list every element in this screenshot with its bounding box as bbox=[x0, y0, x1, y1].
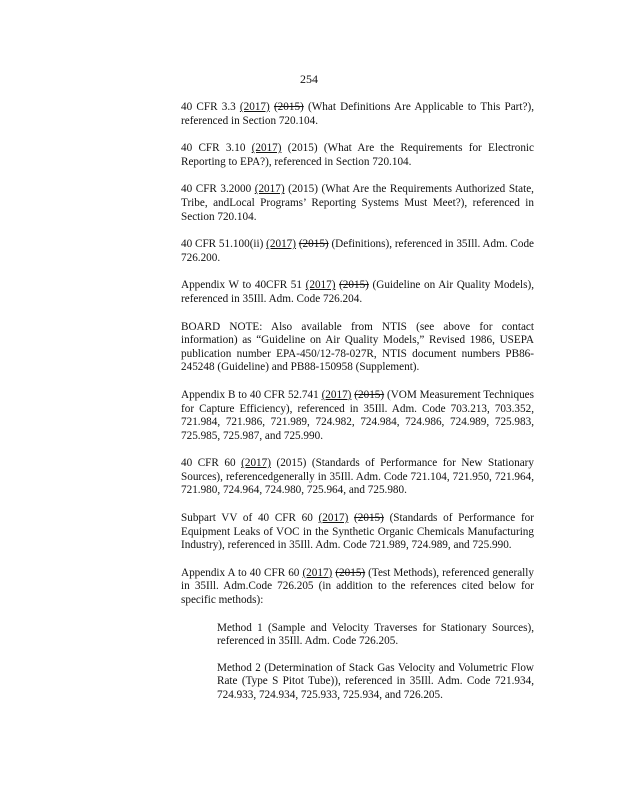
paragraph-text: (Definitions), referenced in 35Ill. Adm. Code 726.200. bbox=[181, 238, 535, 264]
citation-paragraph-p6 bbox=[181, 321, 534, 375]
paragraph-text: (Guideline on Air Quality Models), referenced in 35Ill. Adm. Code 726.204. bbox=[181, 279, 534, 305]
citation-paragraph-p2 bbox=[181, 142, 534, 169]
citation-paragraph-p12 bbox=[217, 662, 534, 703]
paragraph-text: Subpart VV of 40 CFR 60 bbox=[181, 512, 319, 525]
inserted-text: (2017) bbox=[254, 183, 285, 196]
paragraph-text: (Standards of Performance for Equipment Leaks of VOC in the Synthetic Organic Chemicals Manufacturing Industry), referenced in 35Ill. Adm. Code 721.989, 724.989, and 725.990. bbox=[181, 512, 534, 552]
document-body bbox=[181, 101, 534, 716]
citation-paragraph-p5 bbox=[181, 279, 534, 306]
paragraph-text: Method 2 (Determination of Stack Gas Velocity and Volumetric Flow Rate (Type S Pitot Tube)), referenced in 35Ill. Adm. Code 721.934, 724.933, 724.934, 725.933, 725.934, and 726.205. bbox=[217, 661, 534, 701]
citation-paragraph-p8 bbox=[181, 457, 534, 498]
citation-paragraph-p3 bbox=[181, 183, 534, 224]
deleted-text: (2015) bbox=[335, 566, 366, 579]
citation-paragraph-p7 bbox=[181, 389, 534, 443]
deleted-text: (2015) bbox=[273, 101, 304, 113]
citation-paragraph-p9 bbox=[181, 512, 534, 553]
paragraph-text: (2015) (What Are the Requirements for Electronic Reporting to EPA?), referenced in Section 720.104. bbox=[181, 142, 534, 168]
inserted-text: (2017) bbox=[302, 566, 333, 579]
paragraph-text: (2015) (What Are the Requirements Authorized State, Tribe, andLocal Programs’ Reporting Systems Must Meet?), referenced in Section 720.104. bbox=[181, 183, 534, 223]
citation-paragraph-p1 bbox=[181, 101, 534, 128]
paragraph-text: 40 CFR 3.3 bbox=[181, 101, 240, 113]
inserted-text: (2017) bbox=[241, 457, 271, 470]
deleted-text: (2015) bbox=[298, 238, 329, 251]
inserted-text: (2017) bbox=[266, 238, 296, 251]
paragraph-text: (2015) (Standards of Performance for New Stationary Sources), referencedgenerally in 35Ill. Adm. Code 721.104, 721.950, 721.964, 721.980, 724.964, 724.980, 725.964, and 725.980. bbox=[181, 457, 534, 497]
paragraph-text: 40 CFR 3.2000 bbox=[181, 183, 255, 196]
citation-paragraph-p4 bbox=[181, 238, 534, 265]
inserted-text: (2017) bbox=[321, 388, 352, 401]
paragraph-text: Appendix B to 40 CFR 52.741 bbox=[181, 388, 322, 401]
paragraph-text: 40 CFR 51.100(ii) bbox=[181, 238, 267, 251]
paragraph-text: 40 CFR 3.10 bbox=[181, 142, 252, 155]
paragraph-text: (Test Methods), referenced generally in 35Ill. Adm.Code 726.205 (in addition to the references cited below for specific methods): bbox=[181, 566, 534, 607]
paragraph-text: 40 CFR 60 bbox=[181, 457, 242, 470]
citation-paragraph-p11 bbox=[217, 622, 534, 649]
paragraph-text: Appendix A to 40 CFR 60 bbox=[181, 566, 303, 579]
paragraph-text: Method 1 (Sample and Velocity Traverses for Stationary Sources), referenced in 35Ill. Adm. Code 726.205. bbox=[217, 621, 534, 648]
page-number: 254 bbox=[300, 72, 318, 86]
citation-paragraph-p10 bbox=[181, 567, 534, 608]
paragraph-text: (VOM Measurement Techniques for Capture Efficiency), referenced in 35Ill. Adm. Code 703.213, 703.352, 721.984, 721.986, 721.989, 724.982, 724.984, 724.986, 724.989, 725.983, 725.985, 725.987, and 725.990. bbox=[181, 388, 535, 442]
paragraph-text: (What Definitions Are Applicable to This Part?), referenced in Section 720.104. bbox=[181, 101, 534, 127]
inserted-text: (2017) bbox=[305, 279, 336, 292]
deleted-text: (2015) bbox=[354, 512, 384, 525]
paragraph-text: BOARD NOTE: Also available from NTIS (see above for contact information) as “Guideline on Air Quality Models,” Revised 1986, USEPA publication number EPA-450/12-78-027R, NTIS document numbers PB86-245248 (Guideline) and PB88-150958 (Supplement). bbox=[181, 320, 534, 374]
deleted-text: (2015) bbox=[354, 388, 385, 401]
deleted-text: (2015) bbox=[339, 279, 369, 292]
inserted-text: (2017) bbox=[251, 142, 282, 155]
paragraph-text: Appendix W to 40CFR 51 bbox=[181, 279, 306, 292]
inserted-text: (2017) bbox=[318, 512, 349, 525]
inserted-text: (2017) bbox=[239, 101, 270, 113]
